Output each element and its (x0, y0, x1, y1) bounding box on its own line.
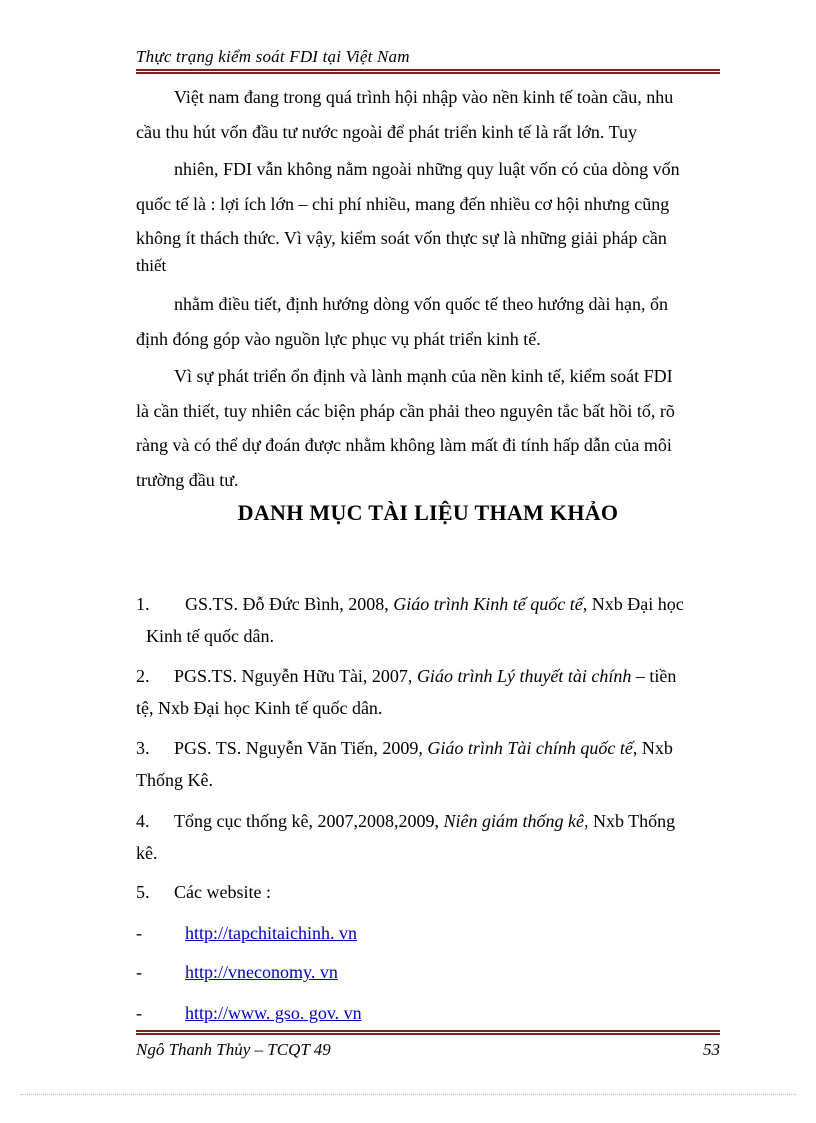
paragraph-4-line-4: trường đầu tư. (136, 469, 239, 490)
reference-publisher: Nxb Thống (588, 811, 676, 831)
reference-author: PGS. TS. Nguyễn Văn Tiến, 2009 (174, 738, 419, 758)
reference-continuation: Kinh tế quốc dân. (146, 626, 274, 646)
website-link-row-2 (136, 962, 720, 983)
reference-number: 4. (136, 811, 150, 831)
website-link-row-3 (136, 1003, 720, 1024)
reference-continuation: Thống Kê. (136, 770, 213, 790)
reference-publisher: , Nxb (632, 738, 673, 758)
reference-author: GS.TS. Đỗ Đức Bình, 2008, (185, 594, 394, 614)
reference-item-3 (136, 732, 720, 796)
reference-item-2 (136, 660, 720, 724)
paragraph-2-line-2: quốc tế là : lợi ích lớn – chi phí nhiều, mang đến nhiều cơ hội nhưng cũng (136, 193, 670, 214)
footer-rule (136, 1030, 720, 1035)
reference-item-4 (136, 805, 720, 869)
paragraph-4 (136, 359, 720, 497)
list-dash: - (136, 962, 142, 982)
paragraph-1 (136, 80, 720, 149)
paragraph-2-line-4: thiết (136, 255, 167, 275)
reference-continuation: kê. (136, 843, 158, 863)
reference-title: Giáo trình Kinh tế quốc tế, (393, 594, 588, 614)
running-footer (136, 1040, 720, 1060)
website-link-vneconomy[interactable]: http://vneconomy. vn (185, 962, 338, 982)
references-heading: DANH MỤC TÀI LIỆU THAM KHẢO (237, 500, 619, 525)
website-link-tapchitaichinh[interactable]: http://tapchitaichinh. vn (185, 923, 357, 943)
reference-number: 5. (136, 882, 150, 902)
reference-publisher: Nxb Đại học (587, 594, 684, 614)
website-link-gso[interactable]: http://www. gso. gov. vn (185, 1003, 362, 1023)
running-header-title: Thực trạng kiểm soát FDI tại Việt Nam (136, 47, 410, 66)
reference-author: PGS.TS. Nguyễn Hữu Tài, 2007, (174, 666, 417, 686)
reference-number: 3. (136, 738, 150, 758)
paragraph-2 (136, 152, 720, 291)
reference-item-5 (136, 876, 720, 908)
paragraph-1-line-2: cầu thu hút vốn đầu tư nước ngoài để phát triển kinh tế là rất lớn. Tuy (136, 121, 637, 142)
footer-author: Ngô Thanh Thủy – TCQT 49 (136, 1040, 331, 1059)
paragraph-3-line-1: nhằm điều tiết, định hướng dòng vốn quốc tế theo hướng dài hạn, ổn (174, 294, 668, 314)
reference-title: Giáo trình Lý thuyết tài chính (416, 666, 632, 686)
paragraph-4-line-2: là cần thiết, tuy nhiên các biện pháp cần phải theo nguyên tắc bất hồi tố, rõ (136, 400, 675, 421)
page-boundary-line (20, 1094, 796, 1095)
paragraph-4-line-3: ràng và có thể dự đoán được nhằm không làm mất đi tính hấp dẫn của môi (136, 435, 672, 455)
reference-title: , Giáo trình Tài chính quốc tế (418, 738, 633, 758)
paragraph-2-line-1: nhiên, FDI vẫn không nằm ngoài những quy luật vốn có của dòng vốn (174, 159, 680, 179)
paragraph-1-line-1: Việt nam đang trong quá trình hội nhập vào nền kinh tế toàn cầu, nhu (174, 87, 674, 107)
website-link-row-1 (136, 923, 720, 944)
page-number: 53 (703, 1040, 720, 1059)
reference-author: Tổng cục thống kê, 2007,2008,2009, (174, 811, 444, 831)
paragraph-2-line-3: không ít thách thức. Vì vậy, kiểm soát vốn thực sự là những giải pháp cần (136, 228, 667, 248)
reference-number: 1. (136, 594, 150, 614)
list-dash: - (136, 1003, 142, 1023)
reference-title: Niên giám thống kê, (443, 811, 589, 831)
reference-publisher: – tiền (631, 666, 677, 686)
reference-websites-label: Các website : (174, 882, 271, 902)
reference-number: 2. (136, 666, 150, 686)
reference-continuation: tệ, Nxb Đại học Kinh tế quốc dân. (136, 698, 383, 718)
list-dash: - (136, 923, 142, 943)
reference-item-1 (136, 588, 720, 652)
header-rule (136, 69, 720, 74)
paragraph-3 (136, 287, 720, 356)
paragraph-4-line-1: Vì sự phát triển ổn định và lành mạnh của nền kinh tế, kiểm soát FDI (174, 366, 673, 386)
paragraph-3-line-2: định đóng góp vào nguồn lực phục vụ phát triển kinh tế. (136, 328, 541, 349)
